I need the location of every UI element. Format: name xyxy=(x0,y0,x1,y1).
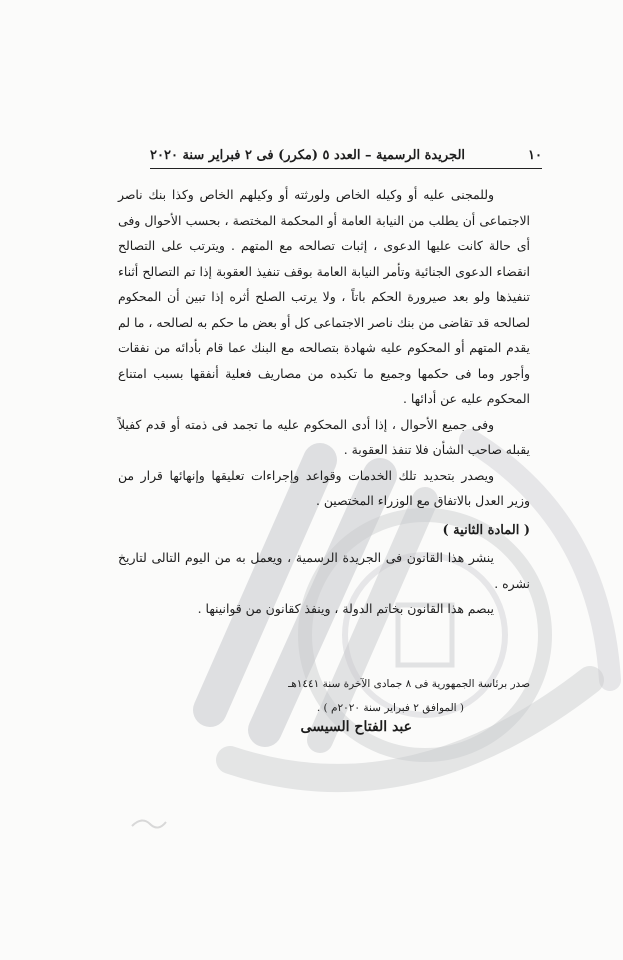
paragraph-all-cases: وفى جميع الأحوال ، إذا أدى المحكوم عليه ما تجمد فى ذمته أو قدم كفيلاً يقبله صاحب الشأن فلا تنفذ العقوبة . xyxy=(118,416,530,457)
paragraph-seal: يبصم هذا القانون بخاتم الدولة ، وينفذ كقانون من قوانينها . xyxy=(197,601,494,616)
gazette-title: الجريدة الرسمية – العدد ٥ (مكرر) فى ٢ فبراير سنة ٢٠٢٠ xyxy=(150,148,466,163)
promulgation-date-gregorian: ( الموافق ٢ فبراير سنة ٢٠٢٠م ) . xyxy=(316,702,464,714)
faint-stamp-icon xyxy=(128,808,168,838)
paragraph-publication: ينشر هذا القانون فى الجريدة الرسمية ، ويعمل به من اليوم التالى لتاريخ نشره . xyxy=(118,550,530,591)
page-number: ١٠ xyxy=(528,148,542,163)
promulgation-date-hijri: صدر برئاسة الجمهورية فى ٨ جمادى الآخرة سنة ١٤٤١هـ xyxy=(288,678,530,690)
presidential-signature: عبد الفتاح السيسى xyxy=(300,719,412,735)
header-divider xyxy=(150,168,542,169)
paragraph-services-decree: ويصدر بتحديد تلك الخدمات وقواعد وإجراءات تعليقها وإنهائها قرار من وزير العدل بالاتفاق مع الوزراء المختصين . xyxy=(118,467,530,508)
law-text xyxy=(118,182,530,622)
gazette-header xyxy=(150,148,542,163)
promulgation-block xyxy=(160,672,530,720)
article-two-title: ( المادة الثانية ) xyxy=(442,522,530,538)
paragraph-reconciliation: وللمجنى عليه أو وكيله الخاص ولورثته أو وكيلهم الخاص وكذا بنك ناصر الاجتماعى أن يطلب من النيابة العامة أو المحكمة المختصة ، بحسب الأحوال وفى أى حالة كانت عليها الدعوى ، إثبات تصالحه مع المتهم . ويترتب على التصالح انقضاء الدعوى الجنائية وتأمر النيابة العامة بوقف تنفيذ العقوبة إذا تم التصالح أثناء تنفيذها ولو بعد صيرورة الحكم باتاً ، ولا يرتب الصلح أثره إذا تبين أن المحكوم لصالحه قد تقاضى من بنك ناصر الاجتماعى كل أو بعض ما حكم به لصالحه ، ما لم يقدم المتهم أو المحكوم عليه شهادة بتصالحه مع البنك عما قام بأدائه من نفقات وأجور وما فى حكمها وجميع ما تكبده من مصاريف فعلية أنفقها بسبب امتناع المحكوم عليه عن أدائها . xyxy=(118,187,530,406)
